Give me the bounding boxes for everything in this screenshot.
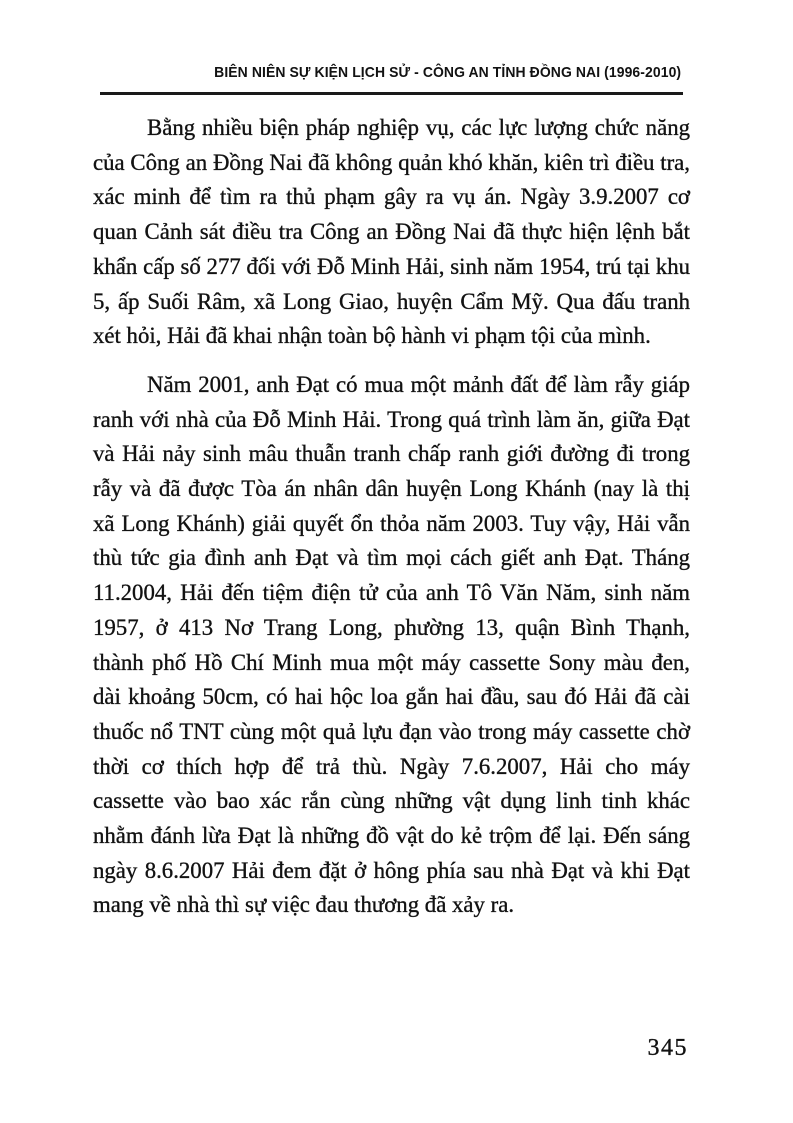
paragraph-1: Bằng nhiều biện pháp nghiệp vụ, các lực lượng chức năng của Công an Đồng Nai đã không quản khó khăn, kiên trì điều tra, xác minh để tìm ra thủ phạm gây ra vụ án. Ngày 3.9.2007 cơ quan Cảnh sát điều tra Công an Đồng Nai đã thực hiện lệnh bắt khẩn cấp số 277 đối với Đỗ Minh Hải, sinh năm 1954, trú tại khu 5, ấp Suối Râm, xã Long Giao, huyện Cẩm Mỹ. Qua đấu tranh xét hỏi, Hải đã khai nhận toàn bộ hành vi phạm tội của mình. [93, 115, 690, 349]
running-header-title: BIÊN NIÊN SỰ KIỆN LỊCH SỬ - CÔNG AN TỈNH ĐỒNG NAI (1996-2010) [213, 64, 681, 81]
page-body [93, 111, 690, 923]
header-rule-divider [100, 92, 683, 95]
page-number: 345 [647, 1035, 688, 1061]
paragraph-2: Năm 2001, anh Đạt có mua một mảnh đất để làm rẫy giáp ranh với nhà của Đỗ Minh Hải. Trong quá trình làm ăn, giữa Đạt và Hải nảy sinh mâu thuẫn tranh chấp ranh giới đường đi trong rẫy và đã được Tòa án nhân dân huyện Long Khánh (nay là thị xã Long Khánh) giải quyết ổn thỏa năm 2003. Tuy vậy, Hải vẫn thù tức gia đình anh Đạt và tìm mọi cách giết anh Đạt. Tháng 11.2004, Hải đến tiệm điện tử của anh Tô Văn Năm, sinh năm 1957, ở 413 Nơ Trang Long, phường 13, quận Bình Thạnh, thành phố Hồ Chí Minh mua một máy cassette Sony màu đen, dài khoảng 50cm, có hai hộc loa gắn hai đầu, sau đó Hải đã cài thuốc nổ TNT cùng một quả lựu đạn vào trong máy cassette chờ thời cơ thích hợp để trả thù. Ngày 7.6.2007, Hải cho máy cassette vào bao xác rắn cùng những vật dụng linh tinh khác nhằm đánh lừa Đạt là những đồ vật do kẻ trộm để lại. Đến sáng ngày 8.6.2007 Hải đem đặt ở hông phía sau nhà Đạt và khi Đạt mang về nhà thì sự việc đau thương đã xảy ra. [93, 371, 690, 918]
